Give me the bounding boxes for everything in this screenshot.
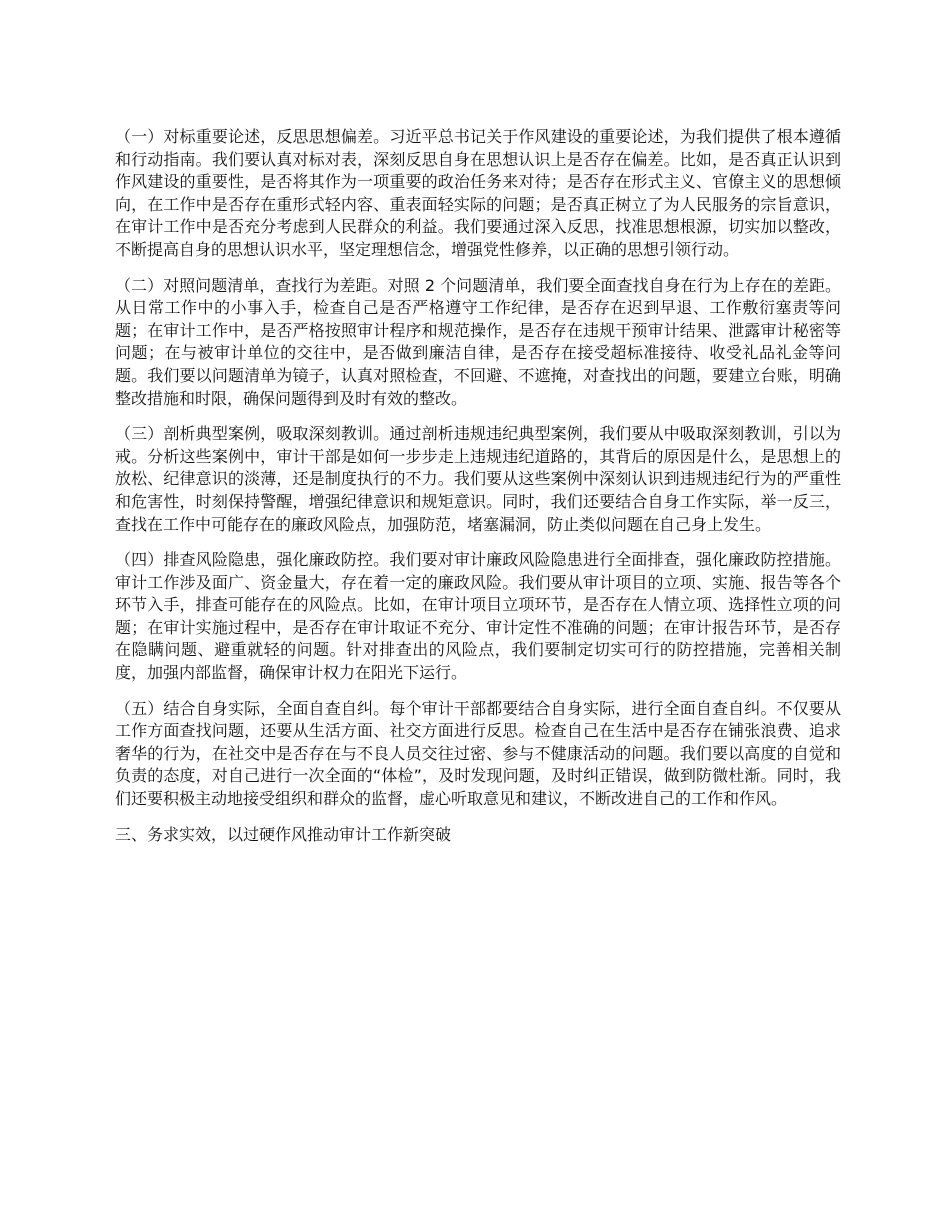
paragraph-2: （二）对照问题清单，查找行为差距。对照 2 个问题清单，我们要全面查找自身在行为上存在的差距。从日常工作中的小事入手，检查自己是否严格遵守工作纪律，是否存在迟到早退、工作敷衍塞责等问题；在审计工作中，是否严格按照审计程序和规范操作，是否存在违规干预审计结果、泄露审计秘密等问题；在与被审计单位的交往中，是否做到廉洁自律，是否存在接受超标准接待、收受礼品礼金等问题。我们要以问题清单为镜子，认真对照检查，不回避、不遮掩，对查找出的问题，要建立台账，明确整改措施和时限，确保问题得到及时有效的整改。 [115,275,841,408]
paragraph-4: （四）排查风险隐患，强化廉政防控。我们要对审计廉政风险隐患进行全面排查，强化廉政防控措施。审计工作涉及面广、资金量大，存在着一定的廉政风险。我们要从审计项目的立项、实施、报告等各个环节入手，排查可能存在的风险点。比如，在审计项目立项环节，是否存在人情立项、选择性立项的问题；在审计实施过程中，是否存在审计取证不充分、审计定性不准确的问题；在审计报告环节，是否存在隐瞒问题、避重就轻的问题。针对排查出的风险点，我们要制定切实可行的防控措施，完善相关制度，加强内部监督，确保审计权力在阳光下运行。 [115,550,841,683]
paragraph-5: （五）结合自身实际，全面自查自纠。每个审计干部都要结合自身实际，进行全面自查自纠。不仅要从工作方面查找问题，还要从生活方面、社交方面进行反思。检查自己在生活中是否存在铺张浪费、追求奢华的行为，在社交中是否存在与不良人员交往过密、参与不健康活动的问题。我们要以高度的自觉和负责的态度，对自己进行一次全面的“体检”，及时发现问题，及时纠正错误，做到防微杜渐。同时，我们还要积极主动地接受组织和群众的监督，虚心听取意见和建议，不断改进自己的工作和作风。 [115,698,841,809]
paragraph-1: （一）对标重要论述，反思思想偏差。习近平总书记关于作风建设的重要论述，为我们提供了根本遵循和行动指南。我们要认真对标对表，深刻反思自身在思想认识上是否存在偏差。比如，是否真正认识到作风建设的重要性，是否将其作为一项重要的政治任务来对待；是否存在形式主义、官僚主义的思想倾向，在工作中是否存在重形式轻内容、重表面轻实际的问题；是否真正树立了为人民服务的宗旨意识，在审计工作中是否充分考虑到人民群众的利益。我们要通过深入反思，找准思想根源，切实加以整改，不断提高自身的思想认识水平，坚定理想信念，增强党性修养，以正确的思想引领行动。 [115,127,841,259]
document-body [115,126,841,846]
paragraph-3: （三）剖析典型案例，吸取深刻教训。通过剖析违规违纪典型案例，我们要从中吸取深刻教训，引以为戒。分析这些案例中，审计干部是如何一步步走上违规违纪道路的，其背后的原因是什么，是思想上的放松、纪律意识的淡薄，还是制度执行的不力。我们要从这些案例中深刻认识到违规违纪行为的严重性和危害性，时刻保持警醒，增强纪律意识和规矩意识。同时，我们还要结合自身工作实际，举一反三，查找在工作中可能存在的廉政风险点，加强防范，堵塞漏洞，防止类似问题在自己身上发生。 [115,424,841,534]
section-heading: 三、务求实效，以过硬作风推动审计工作新突破 [115,824,452,844]
